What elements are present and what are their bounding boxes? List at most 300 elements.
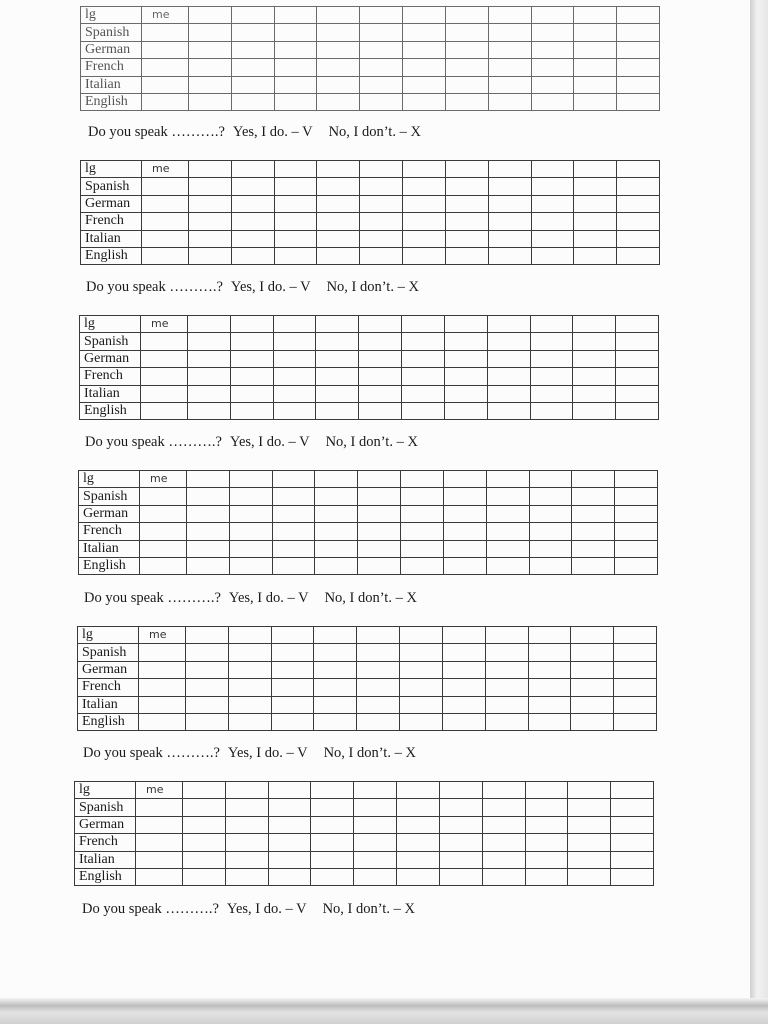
answer-cell[interactable]: [189, 59, 232, 76]
answer-cell[interactable]: [315, 505, 358, 522]
answer-cell[interactable]: [183, 834, 226, 851]
answer-cell[interactable]: [616, 350, 659, 367]
answer-cell[interactable]: [231, 195, 274, 212]
answer-cell[interactable]: [140, 557, 187, 574]
answer-cell[interactable]: [317, 195, 360, 212]
answer-cell[interactable]: [531, 247, 574, 264]
answer-cell[interactable]: [315, 540, 358, 557]
answer-cell[interactable]: [360, 178, 403, 195]
answer-cell[interactable]: [615, 557, 658, 574]
answer-cell[interactable]: [229, 488, 272, 505]
answer-cell[interactable]: [272, 488, 315, 505]
answer-cell[interactable]: [402, 350, 445, 367]
blank-name-cell[interactable]: [528, 627, 571, 644]
answer-cell[interactable]: [485, 696, 528, 713]
answer-cell[interactable]: [445, 230, 488, 247]
answer-cell[interactable]: [359, 368, 402, 385]
blank-name-cell[interactable]: [228, 627, 271, 644]
blank-name-cell[interactable]: [485, 627, 528, 644]
blank-name-cell[interactable]: [403, 161, 446, 178]
answer-cell[interactable]: [317, 24, 360, 41]
answer-cell[interactable]: [274, 195, 317, 212]
blank-name-cell[interactable]: [225, 782, 268, 799]
answer-cell[interactable]: [360, 247, 403, 264]
answer-cell[interactable]: [531, 195, 574, 212]
answer-cell[interactable]: [486, 540, 529, 557]
answer-cell[interactable]: [358, 557, 401, 574]
answer-cell[interactable]: [272, 505, 315, 522]
answer-cell[interactable]: [358, 488, 401, 505]
blank-name-cell[interactable]: [360, 161, 403, 178]
answer-cell[interactable]: [274, 178, 317, 195]
answer-cell[interactable]: [186, 679, 229, 696]
answer-cell[interactable]: [488, 178, 531, 195]
answer-cell[interactable]: [141, 402, 188, 419]
answer-cell[interactable]: [445, 195, 488, 212]
answer-cell[interactable]: [617, 41, 660, 58]
answer-cell[interactable]: [439, 868, 482, 885]
blank-name-cell[interactable]: [273, 316, 316, 333]
answer-cell[interactable]: [358, 505, 401, 522]
answer-cell[interactable]: [402, 402, 445, 419]
blank-name-cell[interactable]: [229, 471, 272, 488]
answer-cell[interactable]: [488, 93, 531, 110]
answer-cell[interactable]: [141, 350, 188, 367]
answer-cell[interactable]: [531, 230, 574, 247]
answer-cell[interactable]: [136, 834, 183, 851]
blank-name-cell[interactable]: [188, 316, 231, 333]
answer-cell[interactable]: [231, 230, 274, 247]
answer-cell[interactable]: [443, 505, 486, 522]
blank-name-cell[interactable]: [358, 471, 401, 488]
blank-name-cell[interactable]: [572, 471, 615, 488]
blank-name-cell[interactable]: [271, 627, 314, 644]
blank-name-cell[interactable]: [439, 782, 482, 799]
answer-cell[interactable]: [231, 41, 274, 58]
blank-name-cell[interactable]: [531, 161, 574, 178]
answer-cell[interactable]: [443, 488, 486, 505]
blank-name-cell[interactable]: [272, 471, 315, 488]
answer-cell[interactable]: [228, 696, 271, 713]
answer-cell[interactable]: [568, 868, 611, 885]
answer-cell[interactable]: [268, 868, 311, 885]
blank-name-cell[interactable]: [442, 627, 485, 644]
answer-cell[interactable]: [230, 350, 273, 367]
answer-cell[interactable]: [445, 213, 488, 230]
answer-cell[interactable]: [136, 851, 183, 868]
answer-cell[interactable]: [488, 41, 531, 58]
answer-cell[interactable]: [488, 59, 531, 76]
answer-cell[interactable]: [531, 76, 574, 93]
answer-cell[interactable]: [572, 505, 615, 522]
answer-cell[interactable]: [139, 679, 186, 696]
answer-cell[interactable]: [360, 195, 403, 212]
answer-cell[interactable]: [358, 523, 401, 540]
answer-cell[interactable]: [229, 523, 272, 540]
blank-name-cell[interactable]: [482, 782, 525, 799]
answer-cell[interactable]: [139, 696, 186, 713]
answer-cell[interactable]: [188, 333, 231, 350]
answer-cell[interactable]: [183, 816, 226, 833]
blank-name-cell[interactable]: [615, 471, 658, 488]
answer-cell[interactable]: [403, 195, 446, 212]
answer-cell[interactable]: [488, 247, 531, 264]
answer-cell[interactable]: [273, 385, 316, 402]
answer-cell[interactable]: [617, 93, 660, 110]
answer-cell[interactable]: [357, 661, 400, 678]
answer-cell[interactable]: [187, 523, 230, 540]
blank-name-cell[interactable]: [616, 316, 659, 333]
answer-cell[interactable]: [317, 76, 360, 93]
blank-name-cell[interactable]: [189, 7, 232, 24]
answer-cell[interactable]: [403, 230, 446, 247]
answer-cell[interactable]: [443, 523, 486, 540]
answer-cell[interactable]: [401, 557, 444, 574]
answer-cell[interactable]: [136, 868, 183, 885]
answer-cell[interactable]: [311, 816, 354, 833]
answer-cell[interactable]: [400, 644, 443, 661]
blank-name-cell[interactable]: [186, 627, 229, 644]
answer-cell[interactable]: [488, 213, 531, 230]
answer-cell[interactable]: [314, 713, 357, 730]
answer-cell[interactable]: [397, 816, 440, 833]
answer-cell[interactable]: [225, 816, 268, 833]
answer-cell[interactable]: [231, 247, 274, 264]
answer-cell[interactable]: [360, 230, 403, 247]
blank-name-cell[interactable]: [614, 627, 657, 644]
answer-cell[interactable]: [574, 76, 617, 93]
answer-cell[interactable]: [189, 93, 232, 110]
answer-cell[interactable]: [528, 696, 571, 713]
answer-cell[interactable]: [317, 178, 360, 195]
answer-cell[interactable]: [530, 402, 573, 419]
answer-cell[interactable]: [231, 59, 274, 76]
answer-cell[interactable]: [572, 557, 615, 574]
answer-cell[interactable]: [487, 350, 530, 367]
answer-cell[interactable]: [136, 799, 183, 816]
answer-cell[interactable]: [488, 195, 531, 212]
answer-cell[interactable]: [360, 93, 403, 110]
answer-cell[interactable]: [317, 213, 360, 230]
answer-cell[interactable]: [402, 333, 445, 350]
answer-cell[interactable]: [136, 816, 183, 833]
blank-name-cell[interactable]: [486, 471, 529, 488]
answer-cell[interactable]: [617, 24, 660, 41]
answer-cell[interactable]: [574, 178, 617, 195]
answer-cell[interactable]: [615, 540, 658, 557]
answer-cell[interactable]: [525, 799, 568, 816]
answer-cell[interactable]: [486, 488, 529, 505]
answer-cell[interactable]: [230, 333, 273, 350]
blank-name-cell[interactable]: [445, 7, 488, 24]
answer-cell[interactable]: [228, 644, 271, 661]
blank-name-cell[interactable]: [571, 627, 614, 644]
answer-cell[interactable]: [359, 385, 402, 402]
answer-cell[interactable]: [273, 368, 316, 385]
answer-cell[interactable]: [487, 402, 530, 419]
answer-cell[interactable]: [401, 523, 444, 540]
answer-cell[interactable]: [230, 402, 273, 419]
blank-name-cell[interactable]: [445, 161, 488, 178]
answer-cell[interactable]: [531, 41, 574, 58]
answer-cell[interactable]: [568, 834, 611, 851]
blank-name-cell[interactable]: [357, 627, 400, 644]
blank-name-cell[interactable]: [401, 471, 444, 488]
answer-cell[interactable]: [231, 178, 274, 195]
answer-cell[interactable]: [354, 816, 397, 833]
answer-cell[interactable]: [225, 868, 268, 885]
answer-cell[interactable]: [357, 644, 400, 661]
answer-cell[interactable]: [141, 333, 188, 350]
answer-cell[interactable]: [443, 557, 486, 574]
answer-cell[interactable]: [488, 76, 531, 93]
answer-cell[interactable]: [615, 488, 658, 505]
answer-cell[interactable]: [529, 540, 572, 557]
answer-cell[interactable]: [225, 851, 268, 868]
answer-cell[interactable]: [402, 385, 445, 402]
answer-cell[interactable]: [189, 213, 232, 230]
answer-cell[interactable]: [614, 696, 657, 713]
answer-cell[interactable]: [141, 385, 188, 402]
answer-cell[interactable]: [403, 178, 446, 195]
answer-cell[interactable]: [397, 868, 440, 885]
answer-cell[interactable]: [611, 851, 654, 868]
answer-cell[interactable]: [316, 350, 359, 367]
blank-name-cell[interactable]: [568, 782, 611, 799]
blank-name-cell[interactable]: [617, 161, 660, 178]
answer-cell[interactable]: [482, 799, 525, 816]
answer-cell[interactable]: [572, 488, 615, 505]
answer-cell[interactable]: [616, 333, 659, 350]
blank-name-cell[interactable]: [530, 316, 573, 333]
answer-cell[interactable]: [617, 178, 660, 195]
answer-cell[interactable]: [316, 402, 359, 419]
answer-cell[interactable]: [573, 385, 616, 402]
answer-cell[interactable]: [228, 661, 271, 678]
answer-cell[interactable]: [231, 24, 274, 41]
answer-cell[interactable]: [142, 59, 189, 76]
answer-cell[interactable]: [189, 247, 232, 264]
answer-cell[interactable]: [487, 333, 530, 350]
blank-name-cell[interactable]: [403, 7, 446, 24]
blank-name-cell[interactable]: [317, 161, 360, 178]
answer-cell[interactable]: [487, 385, 530, 402]
answer-cell[interactable]: [574, 195, 617, 212]
answer-cell[interactable]: [268, 851, 311, 868]
answer-cell[interactable]: [140, 540, 187, 557]
answer-cell[interactable]: [525, 834, 568, 851]
answer-cell[interactable]: [142, 230, 189, 247]
answer-cell[interactable]: [142, 76, 189, 93]
answer-cell[interactable]: [403, 59, 446, 76]
answer-cell[interactable]: [573, 333, 616, 350]
answer-cell[interactable]: [314, 696, 357, 713]
answer-cell[interactable]: [482, 816, 525, 833]
answer-cell[interactable]: [403, 24, 446, 41]
answer-cell[interactable]: [401, 505, 444, 522]
answer-cell[interactable]: [488, 230, 531, 247]
answer-cell[interactable]: [614, 644, 657, 661]
answer-cell[interactable]: [359, 333, 402, 350]
answer-cell[interactable]: [357, 713, 400, 730]
answer-cell[interactable]: [444, 368, 487, 385]
answer-cell[interactable]: [230, 368, 273, 385]
answer-cell[interactable]: [572, 523, 615, 540]
answer-cell[interactable]: [397, 799, 440, 816]
blank-name-cell[interactable]: [314, 627, 357, 644]
answer-cell[interactable]: [571, 644, 614, 661]
answer-cell[interactable]: [486, 557, 529, 574]
answer-cell[interactable]: [574, 93, 617, 110]
answer-cell[interactable]: [229, 557, 272, 574]
answer-cell[interactable]: [525, 816, 568, 833]
answer-cell[interactable]: [274, 230, 317, 247]
blank-name-cell[interactable]: [183, 782, 226, 799]
answer-cell[interactable]: [360, 59, 403, 76]
answer-cell[interactable]: [400, 661, 443, 678]
answer-cell[interactable]: [568, 816, 611, 833]
answer-cell[interactable]: [317, 59, 360, 76]
answer-cell[interactable]: [401, 540, 444, 557]
answer-cell[interactable]: [402, 368, 445, 385]
answer-cell[interactable]: [311, 834, 354, 851]
answer-cell[interactable]: [445, 41, 488, 58]
blank-name-cell[interactable]: [488, 7, 531, 24]
answer-cell[interactable]: [482, 868, 525, 885]
answer-cell[interactable]: [357, 679, 400, 696]
blank-name-cell[interactable]: [187, 471, 230, 488]
answer-cell[interactable]: [530, 333, 573, 350]
answer-cell[interactable]: [316, 368, 359, 385]
answer-cell[interactable]: [317, 230, 360, 247]
answer-cell[interactable]: [315, 523, 358, 540]
answer-cell[interactable]: [616, 368, 659, 385]
answer-cell[interactable]: [188, 385, 231, 402]
answer-cell[interactable]: [531, 59, 574, 76]
answer-cell[interactable]: [354, 799, 397, 816]
answer-cell[interactable]: [445, 59, 488, 76]
answer-cell[interactable]: [482, 851, 525, 868]
answer-cell[interactable]: [189, 230, 232, 247]
answer-cell[interactable]: [445, 76, 488, 93]
answer-cell[interactable]: [314, 661, 357, 678]
answer-cell[interactable]: [311, 799, 354, 816]
blank-name-cell[interactable]: [274, 161, 317, 178]
answer-cell[interactable]: [272, 523, 315, 540]
answer-cell[interactable]: [617, 195, 660, 212]
answer-cell[interactable]: [314, 644, 357, 661]
blank-name-cell[interactable]: [444, 316, 487, 333]
answer-cell[interactable]: [317, 247, 360, 264]
answer-cell[interactable]: [273, 350, 316, 367]
blank-name-cell[interactable]: [488, 161, 531, 178]
answer-cell[interactable]: [183, 868, 226, 885]
blank-name-cell[interactable]: [354, 782, 397, 799]
answer-cell[interactable]: [531, 178, 574, 195]
answer-cell[interactable]: [616, 402, 659, 419]
answer-cell[interactable]: [573, 350, 616, 367]
answer-cell[interactable]: [311, 868, 354, 885]
answer-cell[interactable]: [573, 368, 616, 385]
answer-cell[interactable]: [529, 523, 572, 540]
answer-cell[interactable]: [142, 195, 189, 212]
answer-cell[interactable]: [139, 644, 186, 661]
answer-cell[interactable]: [574, 41, 617, 58]
answer-cell[interactable]: [360, 41, 403, 58]
answer-cell[interactable]: [574, 213, 617, 230]
answer-cell[interactable]: [317, 93, 360, 110]
answer-cell[interactable]: [140, 523, 187, 540]
answer-cell[interactable]: [611, 799, 654, 816]
answer-cell[interactable]: [444, 350, 487, 367]
answer-cell[interactable]: [188, 402, 231, 419]
answer-cell[interactable]: [189, 195, 232, 212]
answer-cell[interactable]: [315, 488, 358, 505]
answer-cell[interactable]: [141, 368, 188, 385]
answer-cell[interactable]: [139, 713, 186, 730]
blank-name-cell[interactable]: [231, 7, 274, 24]
answer-cell[interactable]: [183, 799, 226, 816]
answer-cell[interactable]: [271, 644, 314, 661]
answer-cell[interactable]: [142, 247, 189, 264]
answer-cell[interactable]: [528, 679, 571, 696]
answer-cell[interactable]: [189, 24, 232, 41]
answer-cell[interactable]: [439, 816, 482, 833]
answer-cell[interactable]: [354, 851, 397, 868]
answer-cell[interactable]: [574, 247, 617, 264]
answer-cell[interactable]: [528, 713, 571, 730]
answer-cell[interactable]: [525, 868, 568, 885]
answer-cell[interactable]: [487, 368, 530, 385]
answer-cell[interactable]: [316, 385, 359, 402]
answer-cell[interactable]: [354, 834, 397, 851]
answer-cell[interactable]: [274, 213, 317, 230]
answer-cell[interactable]: [615, 505, 658, 522]
answer-cell[interactable]: [274, 24, 317, 41]
answer-cell[interactable]: [485, 713, 528, 730]
answer-cell[interactable]: [271, 661, 314, 678]
answer-cell[interactable]: [444, 333, 487, 350]
answer-cell[interactable]: [531, 213, 574, 230]
blank-name-cell[interactable]: [402, 316, 445, 333]
answer-cell[interactable]: [316, 333, 359, 350]
answer-cell[interactable]: [225, 799, 268, 816]
answer-cell[interactable]: [189, 178, 232, 195]
answer-cell[interactable]: [445, 24, 488, 41]
answer-cell[interactable]: [611, 834, 654, 851]
blank-name-cell[interactable]: [611, 782, 654, 799]
answer-cell[interactable]: [611, 816, 654, 833]
answer-cell[interactable]: [531, 24, 574, 41]
blank-name-cell[interactable]: [189, 161, 232, 178]
answer-cell[interactable]: [271, 679, 314, 696]
blank-name-cell[interactable]: [617, 7, 660, 24]
answer-cell[interactable]: [616, 385, 659, 402]
answer-cell[interactable]: [187, 488, 230, 505]
blank-name-cell[interactable]: [443, 471, 486, 488]
answer-cell[interactable]: [529, 488, 572, 505]
blank-name-cell[interactable]: [274, 7, 317, 24]
blank-name-cell[interactable]: [315, 471, 358, 488]
answer-cell[interactable]: [187, 557, 230, 574]
blank-name-cell[interactable]: [316, 316, 359, 333]
answer-cell[interactable]: [568, 799, 611, 816]
answer-cell[interactable]: [528, 644, 571, 661]
answer-cell[interactable]: [574, 59, 617, 76]
answer-cell[interactable]: [530, 350, 573, 367]
answer-cell[interactable]: [274, 247, 317, 264]
answer-cell[interactable]: [188, 350, 231, 367]
